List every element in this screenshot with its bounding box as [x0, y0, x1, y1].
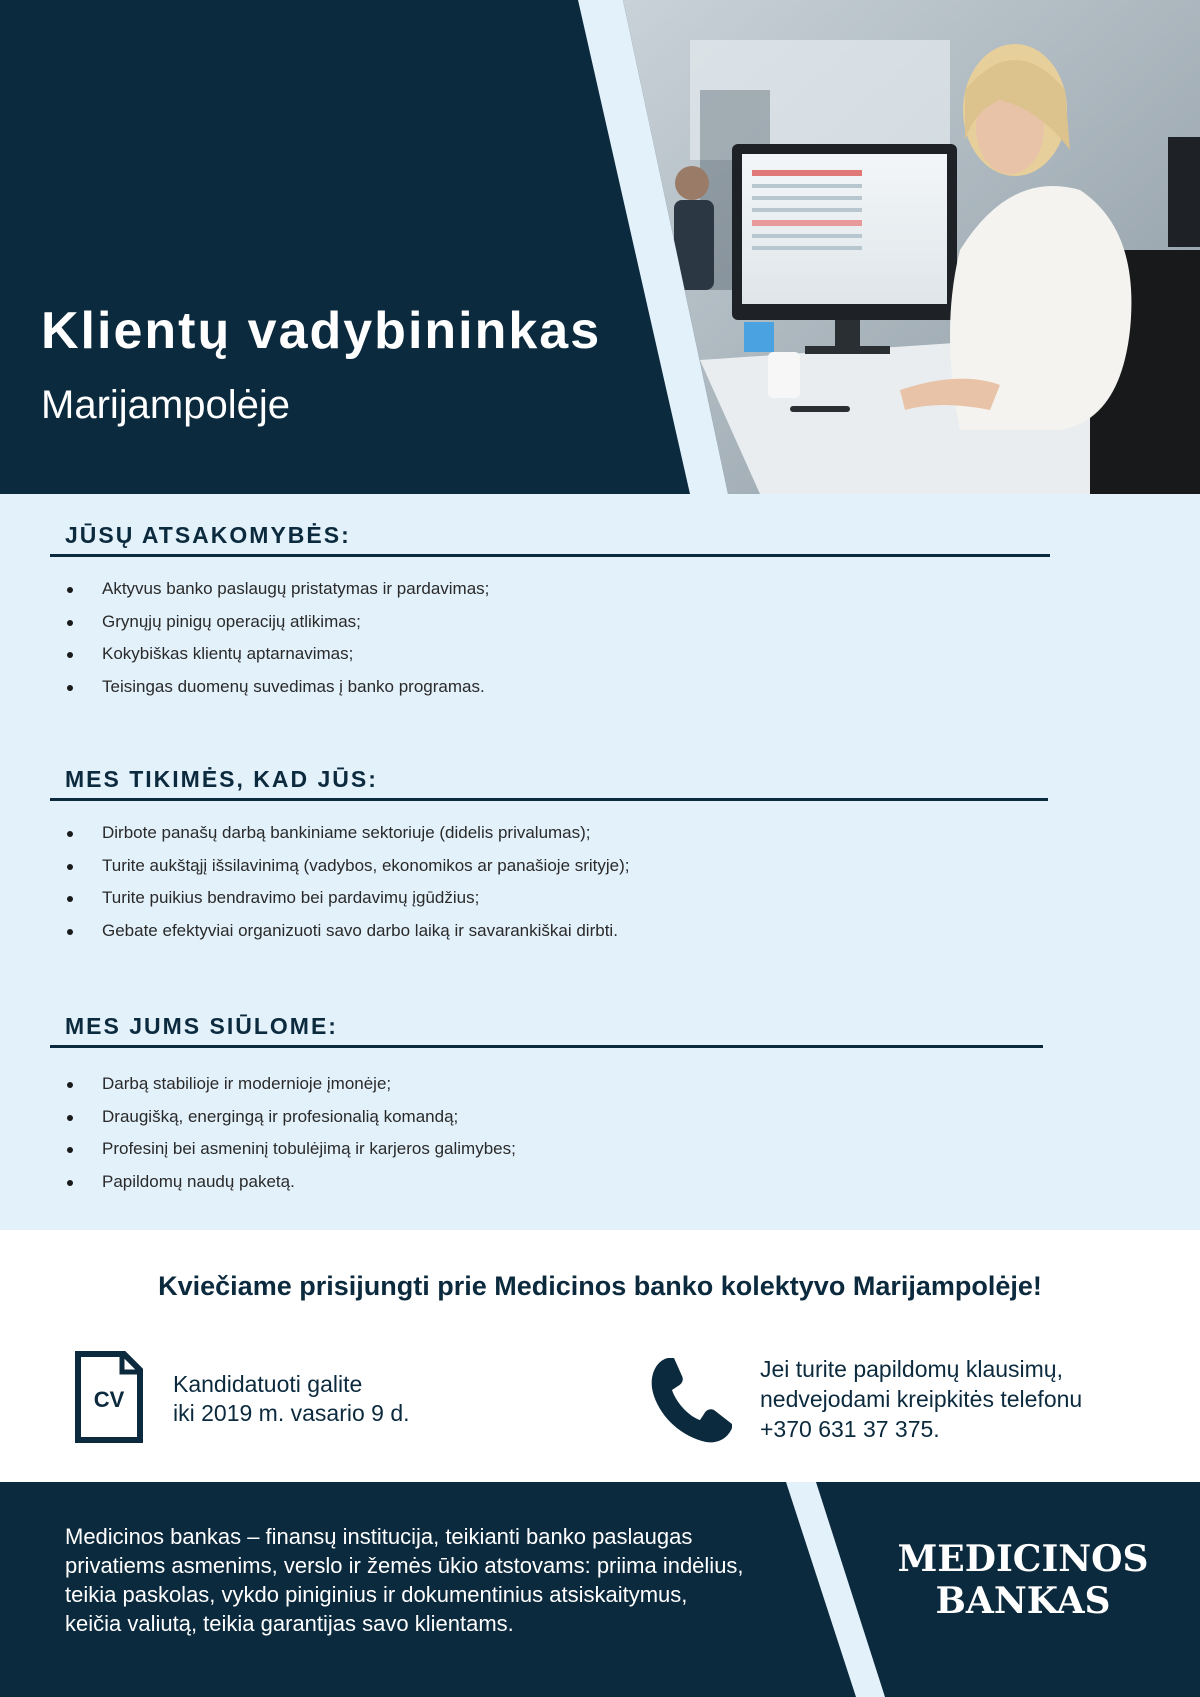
phone-number[interactable]: +370 631 37 375. — [760, 1416, 940, 1442]
responsibilities-list — [50, 573, 1050, 703]
logo-line: MEDICINOS — [897, 1538, 1149, 1580]
description-line: keičia valiutą, teikia garantijas savo klientams. — [65, 1611, 514, 1636]
list-item: Gebate efektyviai organizuoti savo darbo laiką ir savarankiškai dirbti. — [50, 915, 1048, 948]
section-heading: MES TIKIMĖS, KAD JŪS: — [65, 766, 378, 792]
section-divider — [50, 1045, 1043, 1048]
phone-icon — [648, 1354, 734, 1444]
offer-list — [50, 1068, 1043, 1198]
description-line: privatiems asmenims, verslo ir žemės ūkio atstovams: priima indėlius, — [65, 1553, 744, 1578]
responsibilities-section — [50, 520, 1050, 703]
description-line: Medicinos bankas – finansų institucija, teikianti banko paslaugas — [65, 1524, 693, 1549]
job-details — [0, 494, 1200, 1230]
list-item: Grynųjų pinigų operacijų atlikimas; — [50, 606, 1050, 639]
cv-icon-label: CV — [93, 1387, 125, 1412]
list-item: Darbą stabilioje ir modernioje įmonėje; — [50, 1068, 1043, 1101]
list-item: Draugišką, energingą ir profesionalią komandą; — [50, 1101, 1043, 1134]
contact-info — [760, 1354, 1082, 1444]
section-heading: MES JUMS SIŪLOME: — [65, 1013, 338, 1039]
list-item: Teisingas duomenų suvedimas į banko programas. — [50, 671, 1050, 704]
section-heading: JŪSŲ ATSAKOMYBĖS: — [65, 522, 351, 548]
header-banner — [0, 0, 1200, 494]
application-deadline — [173, 1370, 410, 1428]
deadline-line: Kandidatuoti galite — [173, 1371, 363, 1397]
invitation-heading: Kviečiame prisijungti prie Medicinos banko kolektyvo Marijampolėje! — [158, 1271, 1042, 1301]
footer — [0, 1482, 1200, 1697]
requirements-list — [50, 817, 1048, 947]
list-item: Dirbote panašų darbą bankiniame sektoriuje (didelis privalumas); — [50, 817, 1048, 850]
bank-logo — [893, 1538, 1153, 1622]
page-subtitle: Marijampolėje — [41, 383, 290, 427]
list-item: Turite aukštąjį išsilavinimą (vadybos, ekonomikos ar panašioje srityje); — [50, 850, 1048, 883]
section-divider — [50, 798, 1048, 801]
section-divider — [50, 554, 1050, 557]
page-title: Klientų vadybininkas — [41, 302, 602, 360]
offer-section — [50, 1011, 1043, 1198]
list-item: Papildomų naudų paketą. — [50, 1166, 1043, 1199]
list-item: Profesinį bei asmeninį tobulėjimą ir karjeros galimybes; — [50, 1133, 1043, 1166]
bank-description — [65, 1522, 825, 1638]
description-line: teikia paskolas, vykdo piniginius ir dokumentinius atsiskaitymus, — [65, 1582, 688, 1607]
contact-line: nedvejodami kreipkitės telefonu — [760, 1386, 1083, 1412]
logo-line: BANKAS — [935, 1580, 1111, 1622]
list-item: Aktyvus banko paslaugų pristatymas ir pardavimas; — [50, 573, 1050, 606]
requirements-section — [50, 764, 1048, 947]
list-item: Turite puikius bendravimo bei pardavimų įgūdžius; — [50, 882, 1048, 915]
contact-line: Jei turite papildomų klausimų, — [760, 1356, 1063, 1382]
cv-document-icon — [74, 1350, 144, 1444]
list-item: Kokybiškas klientų aptarnavimas; — [50, 638, 1050, 671]
deadline-line: iki 2019 m. vasario 9 d. — [173, 1400, 410, 1426]
